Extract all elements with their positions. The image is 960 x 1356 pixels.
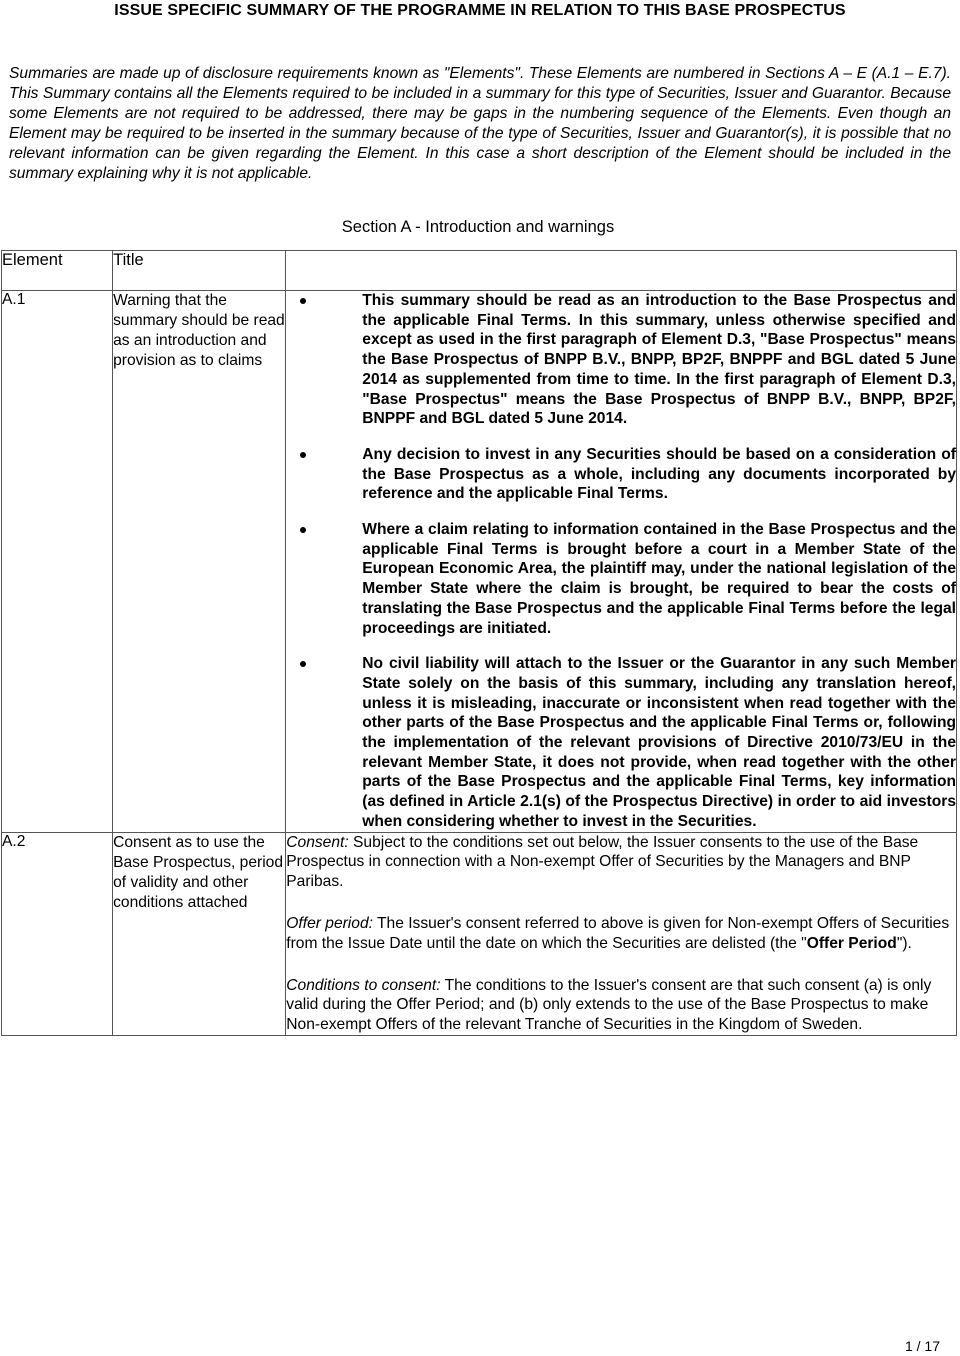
summary-table (1, 250, 957, 1036)
list-item (286, 445, 956, 504)
bullet-icon (300, 452, 306, 458)
offer-period-text: The Issuer's consent referred to above is given for Non-exempt Offers of Securities from the Issue Date until the date on which the Securities are delisted (the " (286, 914, 950, 952)
element-id: A.2 (2, 832, 113, 1035)
intro-text: Summaries are made up of disclosure requirements known as "Elements". These Elements are numbered in Sections A – E (A.1 – E.7). This Summary contains all the Elements required to be included in a summary for this type of Securities, Issuer and Guarantor. Because some Elements are not required to be addressed, there may be gaps in the numbering sequence of the Elements. Even though an Element may be required to be inserted in the summary because of the type of Securities, Issuer and Guarantor(s), it is possible that no relevant information can be given regarding the Element. In this case a short description of the Element should be included in the summary explaining why it is not applicable. (9, 65, 951, 182)
warning-text: No civil liability will attach to the Issuer or the Guarantor in any such Member State solely on the basis of this summary, including any translation hereof, unless it is misleading, inaccurate or inconsistent when read together with the other parts of the Base Prospectus and the applicable Final Terms or, following the implementation of the relevant provisions of Directive 2010/73/EU in the relevant Member State, it does not provide, when read together with the other parts of the Base Prospectus and the applicable Final Terms, key information (as defined in Article 2.1(s) of the Prospectus Directive) in order to aid investors when considering whether to invest in the Securities. (362, 655, 956, 830)
consent-paragraph (286, 833, 956, 892)
table-row (2, 291, 957, 833)
offer-period-term: Offer Period (806, 934, 897, 952)
page-title: ISSUE SPECIFIC SUMMARY OF THE PROGRAMME IN RELATION TO THIS BASE PROSPECTUS (114, 2, 846, 19)
column-header-title: Title (113, 251, 286, 291)
list-item (286, 654, 956, 831)
page-number: 1 / 17 (904, 1338, 940, 1354)
element-title: Consent as to use the Base Prospectus, period of validity and other conditions attached (113, 832, 286, 1035)
table-header-row (2, 251, 957, 291)
warning-list (286, 291, 956, 832)
column-header-content (286, 251, 957, 291)
offer-period-label: Offer period: (286, 914, 373, 932)
column-header-element: Element (2, 251, 113, 291)
offer-period-paragraph (286, 914, 956, 954)
warning-text: This summary should be read as an introduction to the Base Prospectus and the applicable Final Terms. In this summary, unless otherwise specified and except as used in the first paragraph of Element D.3, "Base Prospectus" means the Base Prospectus of BNPP B.V., BNPP, BP2F, BNPPF and BGL dated 5 June 2014 as supplemented from time to time. In the first paragraph of Element D.3, "Base Prospectus" means the Base Prospectus of BNPP B.V., BNPP, BP2F, BNPPF and BGL dated 5 June 2014. (362, 292, 956, 428)
table-row (2, 832, 957, 1035)
intro-paragraph (9, 64, 951, 184)
element-id: A.1 (2, 291, 113, 833)
element-content (286, 291, 957, 833)
offer-period-text-end: "). (896, 934, 912, 952)
bullet-icon (300, 298, 306, 304)
conditions-paragraph (286, 976, 956, 1035)
conditions-text: The conditions to the Issuer's consent are that such consent (a) is only valid during the Offer Period; and (b) only extends to the use of the Base Prospectus to make Non-exempt Offers of the relevant Tranche of Securities in the Kingdom of Sweden. (286, 976, 932, 1034)
section-heading: Section A - Introduction and warnings (341, 218, 615, 236)
warning-text: Any decision to invest in any Securities should be based on a consideration of the Base Prospectus as a whole, including any documents incorporated by reference and the applicable Final Terms. (362, 445, 956, 503)
bullet-icon (300, 661, 306, 667)
consent-text: Subject to the conditions set out below, the Issuer consents to the use of the Base Prospectus in connection with a Non-exempt Offer of Securities by the Managers and BNP Paribas. (286, 833, 919, 891)
consent-label: Consent: (286, 833, 349, 851)
list-item (286, 291, 956, 429)
list-item (286, 520, 956, 638)
conditions-label: Conditions to consent: (286, 976, 441, 994)
element-title: Warning that the summary should be read as an introduction and provision as to claims (113, 291, 286, 833)
warning-text: Where a claim relating to information contained in the Base Prospectus and the applicable Final Terms is brought before a court in a Member State of the European Economic Area, the plaintiff may, under the national legislation of the Member State where the claim is brought, be required to bear the costs of translating the Base Prospectus and the applicable Final Terms before the legal proceedings are initiated. (362, 521, 956, 637)
element-content (286, 832, 957, 1035)
bullet-icon (300, 527, 306, 533)
